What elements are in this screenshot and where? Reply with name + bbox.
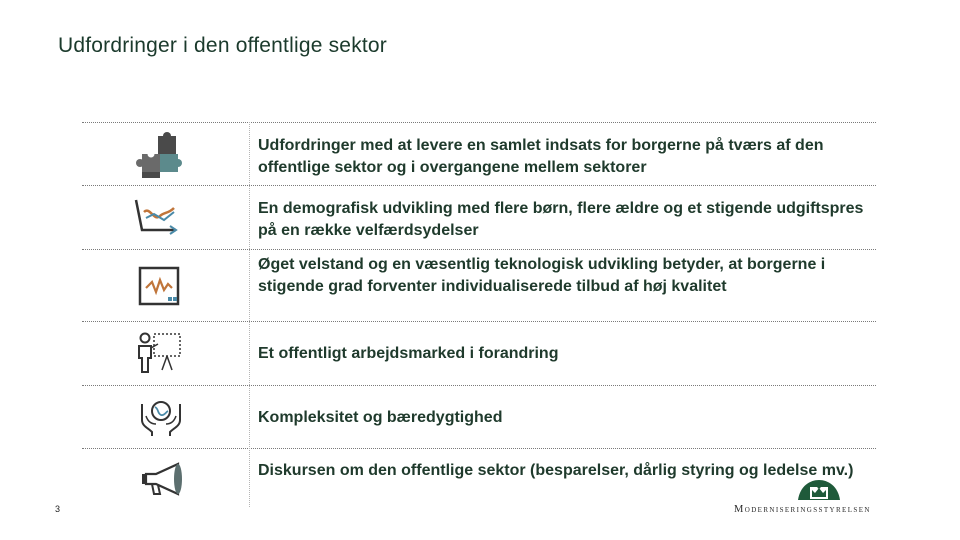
- divider: [82, 448, 876, 449]
- divider: [82, 122, 876, 123]
- list-item: Udfordringer med at levere en samlet indsats for borgerne på tværs af den offentlige sektor og i overgangene mellem sektorer: [258, 137, 824, 176]
- column-divider: [249, 122, 250, 507]
- divider: [82, 249, 876, 250]
- divider: [82, 385, 876, 386]
- list-item: Diskursen om den offentlige sektor (besparelser, dårlig styring og ledelse mv.): [258, 462, 854, 479]
- list-item: En demografisk udvikling med flere børn, flere ældre og et stigende udgiftspres på en række velfærdsydelser: [258, 200, 864, 239]
- demographic-chart-icon: [130, 196, 182, 245]
- divider: [82, 185, 876, 186]
- monitor-graph-icon: [138, 266, 182, 313]
- puzzle-icon: [136, 132, 184, 187]
- hands-globe-icon: [138, 394, 184, 443]
- megaphone-icon: [140, 462, 186, 503]
- divider: [82, 321, 876, 322]
- list-item: Øget velstand og en væsentlig teknologisk udvikling betyder, at borgerne i stigende grad forventer individualiserede tilbud af høj kvalitet: [258, 256, 826, 295]
- list-item: Kompleksitet og bæredygtighed: [258, 409, 503, 426]
- list-item: Et offentligt arbejdsmarked i forandring: [258, 345, 559, 362]
- crown-icon: [796, 478, 842, 507]
- logo-wordmark: Moderniseringsstyrelsen: [734, 504, 871, 515]
- organization-logo: [734, 478, 912, 518]
- slide-title: Udfordringer i den offentlige sektor: [58, 34, 387, 57]
- presenter-icon: [134, 330, 184, 381]
- page-number: 3: [55, 504, 61, 514]
